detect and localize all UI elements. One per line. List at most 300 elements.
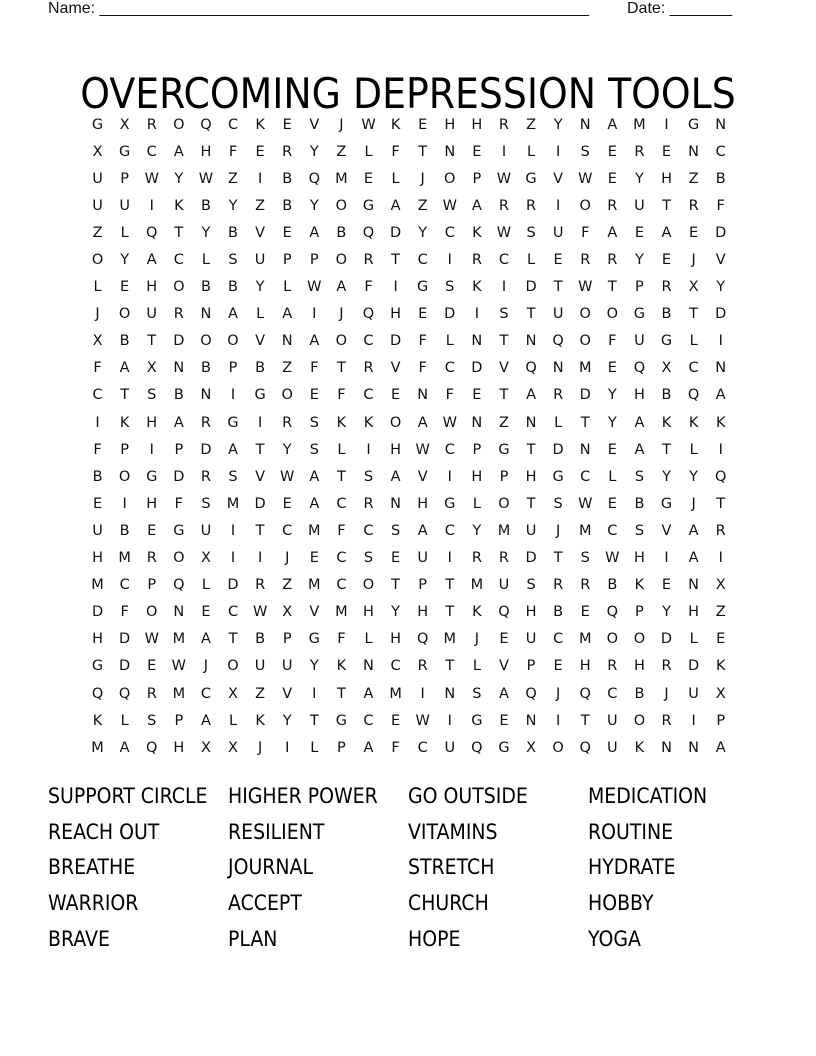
grid-letter: C [173,252,184,269]
grid-letter: Q [525,360,537,377]
word-bank [48,778,768,957]
grid-letter: H [92,631,103,648]
grid-letter: D [579,387,591,404]
grid-letter: Y [174,170,184,187]
grid-letter: N [471,333,483,350]
grid-letter: Z [715,604,726,621]
grid-letter: S [580,143,590,160]
grid-letter: E [634,224,644,241]
grid-letter: Y [255,279,265,296]
grid-letter: D [660,631,673,648]
grid-letter: M [91,739,104,756]
grid-letter: L [120,712,129,729]
grid-letter: I [257,550,263,567]
grid-letter: S [526,224,536,241]
grid-letter: G [362,197,375,214]
grid-letter: M [172,685,186,702]
grid-letter: L [256,306,265,323]
grid-letter: X [92,143,103,160]
grid-letter: A [309,468,320,485]
grid-letter: J [257,739,263,756]
grid-row [84,680,744,707]
grid-letter: P [472,441,482,458]
grid-letter: B [282,197,293,214]
grid-letter: E [390,712,401,729]
grid-row [84,192,744,219]
grid-letter: Y [228,197,238,214]
grid-letter: M [172,631,186,648]
grid-letter: U [92,197,103,214]
grid-letter: U [417,550,428,567]
grid-letter: Z [92,224,103,241]
grid-letter: U [200,522,212,539]
grid-letter: K [92,712,103,729]
grid-letter: G [308,631,320,648]
grid-letter: D [119,631,131,648]
grid-letter: L [527,143,536,160]
word-item: STRETCH [408,855,495,880]
word-row [48,850,768,886]
grid-letter: E [92,495,103,512]
grid-letter: I [447,550,452,567]
grid-letter: H [146,279,158,296]
word-row [48,814,768,850]
grid-letter: G [91,658,104,675]
word-item: HIGHER POWER [228,783,378,808]
grid-letter: H [417,604,429,621]
grid-letter: T [255,441,265,458]
grid-letter: G [417,279,429,296]
grid-letter: N [579,116,591,133]
grid-letter: E [580,604,590,621]
grid-letter: B [228,224,238,241]
grid-letter: O [173,279,185,296]
grid-letter: U [498,577,510,594]
grid-letter: I [664,116,669,133]
grid-letter: K [472,279,482,296]
grid-letter: R [417,658,428,675]
grid-letter: P [174,712,184,729]
grid-letter: X [715,685,726,702]
grid-letter: C [336,577,347,594]
grid-letter: U [525,631,537,648]
grid-letter: B [661,306,672,323]
grid-letter: L [364,631,373,648]
grid-letter: R [498,197,509,214]
grid-letter: W [578,495,593,512]
grid-letter: A [119,360,130,377]
grid-letter: F [120,604,129,621]
grid-row [84,355,744,382]
grid-letter: P [418,577,428,594]
grid-letter: E [472,143,482,160]
grid-letter: T [526,441,536,458]
grid-letter: G [660,333,673,350]
grid-letter: H [173,739,185,756]
grid-letter: A [607,224,618,241]
word-row [48,778,768,814]
grid-letter: W [171,658,186,675]
grid-letter: M [118,550,131,567]
grid-letter: F [310,360,319,377]
grid-letter: A [607,116,618,133]
word-item: BRAVE [48,927,110,952]
grid-letter: F [581,224,590,241]
grid-letter: K [255,116,265,133]
grid-letter: N [444,685,456,702]
grid-letter: I [393,279,398,296]
word-item: REACH OUT [48,819,160,844]
grid-letter: A [200,631,211,648]
grid-letter: X [688,279,699,296]
grid-letter: Y [553,116,563,133]
grid-letter: Y [309,197,319,214]
grid-letter: V [417,468,428,485]
grid-letter: O [444,170,456,187]
grid-letter: C [444,224,455,241]
grid-letter: R [580,252,591,269]
grid-letter: J [691,495,696,512]
grid-letter: O [498,495,510,512]
grid-letter: E [689,224,699,241]
grid-letter: L [364,143,373,160]
grid-letter: A [417,522,428,539]
grid-letter: Z [336,143,347,160]
grid-letter: O [173,116,185,133]
grid-letter: S [634,522,645,539]
grid-letter: G [119,143,131,160]
grid-letter: C [444,522,455,539]
grid-letter: R [580,577,591,594]
grid-letter: R [363,495,374,512]
grid-letter: H [390,631,402,648]
grid-letter: C [417,739,428,756]
grid-letter: V [255,333,266,350]
grid-letter: N [688,739,700,756]
grid-letter: A [688,522,699,539]
grid-letter: Y [662,468,671,485]
grid-letter: R [498,116,509,133]
grid-letter: I [447,712,452,729]
grid-letter: V [498,360,509,377]
grid-letter: K [363,414,374,431]
grid-letter: S [634,468,645,485]
grid-letter: M [226,495,240,512]
grid-letter: M [335,604,348,621]
grid-letter: W [578,170,593,187]
grid-row [84,653,744,680]
grid-letter: I [556,143,561,160]
grid-letter: X [200,739,211,756]
grid-letter: X [228,685,238,702]
grid-letter: T [336,468,346,485]
grid-letter: A [715,387,726,404]
grid-letter: H [390,306,402,323]
grid-letter: I [420,685,425,702]
grid-letter: Q [362,224,375,241]
grid-letter: W [144,170,159,187]
grid-letter: I [312,306,317,323]
grid-letter: I [257,170,263,187]
grid-letter: S [147,387,157,404]
grid-letter: Z [282,360,293,377]
grid-letter: M [470,577,484,594]
grid-letter: N [281,333,293,350]
grid-row [84,707,744,734]
grid-letter: Q [173,577,185,594]
grid-letter: P [716,712,726,729]
grid-letter: A [417,414,428,431]
grid-letter: M [633,116,646,133]
grid-letter: A [498,685,509,702]
grid-letter: V [553,170,564,187]
grid-letter: A [146,252,157,269]
grid-letter: F [418,360,427,377]
grid-letter: T [336,685,346,702]
grid-letter: C [336,550,347,567]
grid-letter: N [715,116,727,133]
grid-letter: R [634,143,645,160]
grid-letter: K [715,414,726,431]
grid-letter: U [444,739,456,756]
grid-letter: J [95,306,100,323]
grid-letter: C [92,387,103,404]
grid-letter: S [390,522,401,539]
grid-letter: E [553,252,563,269]
grid-letter: E [607,441,617,458]
grid-letter: J [691,252,696,269]
grid-letter: G [498,739,510,756]
grid-letter: U [634,333,645,350]
grid-letter: R [255,577,266,594]
grid-letter: R [200,468,211,485]
grid-letter: S [553,495,563,512]
grid-letter: O [633,631,646,648]
grid-letter: F [716,197,725,214]
grid-letter: I [366,441,371,458]
grid-letter: E [120,279,130,296]
grid-letter: T [147,333,157,350]
grid-letter: P [635,279,644,296]
grid-letter: K [634,577,645,594]
grid-letter: Z [228,170,238,187]
grid-letter: A [634,414,645,431]
grid-letter: C [363,387,374,404]
grid-letter: I [718,333,723,350]
word-item: HOBBY [588,891,654,916]
word-row [48,921,768,957]
grid-letter: V [282,685,293,702]
grid-letter: Y [634,252,644,269]
grid-letter: Q [498,604,510,621]
grid-letter: S [526,577,536,594]
grid-letter: S [472,685,482,702]
grid-letter: L [201,577,210,594]
grid-letter: S [445,279,455,296]
grid-letter: Q [146,224,158,241]
grid-letter: E [309,550,319,567]
grid-letter: D [173,333,185,350]
grid-letter: B [715,170,726,187]
grid-letter: L [472,658,481,675]
grid-letter: C [336,495,347,512]
grid-letter: A [390,468,401,485]
grid-letter: H [363,604,374,621]
grid-letter: C [553,631,564,648]
grid-letter: R [661,658,672,675]
grid-letter: T [716,495,726,512]
grid-letter: N [525,712,537,729]
grid-letter: R [661,279,672,296]
grid-letter: N [688,143,700,160]
grid-letter: I [501,143,507,160]
grid-letter: G [525,170,537,187]
grid-letter: V [390,360,401,377]
grid-letter: L [120,224,129,241]
grid-letter: C [227,116,239,133]
grid-letter: T [445,604,455,621]
word-item: GO OUTSIDE [408,783,528,808]
grid-letter: C [363,333,374,350]
grid-letter: R [471,550,482,567]
grid-letter: D [715,306,727,323]
grid-letter: O [227,658,239,675]
grid-letter: W [442,414,457,431]
grid-row [84,490,744,517]
grid-letter: D [525,279,537,296]
grid-letter: E [661,143,672,160]
grid-letter: M [443,631,457,648]
grid-letter: Q [633,360,646,377]
grid-row [84,734,744,761]
grid-letter: G [633,306,646,323]
grid-letter: E [282,495,292,512]
grid-letter: I [230,522,236,539]
grid-letter: R [553,577,564,594]
grid-letter: S [228,252,238,269]
grid-letter: A [688,550,699,567]
grid-letter: G [227,414,239,431]
grid-letter: O [335,333,348,350]
grid-letter: R [146,685,157,702]
grid-letter: P [337,739,346,756]
letter-grid [84,111,744,761]
grid-letter: Z [688,170,699,187]
word-item: SUPPORT CIRCLE [48,783,208,808]
grid-letter: O [606,631,619,648]
grid-letter: Q [362,306,375,323]
grid-letter: U [92,522,103,539]
grid-letter: U [254,252,266,269]
grid-letter: F [418,333,427,350]
grid-letter: T [445,577,455,594]
grid-letter: W [496,224,512,241]
grid-letter: O [579,306,591,323]
grid-letter: T [336,360,346,377]
word-item: ACCEPT [228,891,302,916]
grid-letter: Y [716,279,726,296]
grid-row [84,436,744,463]
grid-letter: Z [498,414,509,431]
grid-letter: O [633,712,646,729]
grid-letter: Q [552,333,564,350]
grid-letter: Q [471,739,483,756]
word-item: CHURCH [408,891,489,916]
grid-letter: R [661,712,672,729]
grid-letter: T [499,333,509,350]
grid-letter: T [526,306,536,323]
grid-letter: D [525,550,537,567]
grid-letter: T [662,441,671,458]
grid-row [84,301,744,328]
grid-letter: F [228,143,238,160]
grid-letter: J [474,631,479,648]
grid-letter: O [579,197,591,214]
grid-letter: E [716,631,726,648]
grid-letter: N [579,441,591,458]
grid-letter: E [661,577,672,594]
grid-letter: V [715,252,726,269]
grid-letter: I [95,414,100,431]
grid-letter: W [496,170,512,187]
grid-letter: Y [607,387,617,404]
grid-letter: E [282,224,292,241]
grid-letter: C [498,252,510,269]
grid-row [84,572,744,599]
grid-row [84,274,744,301]
grid-letter: U [281,658,293,675]
grid-letter: F [364,279,373,296]
grid-letter: V [255,468,266,485]
grid-letter: H [200,143,212,160]
grid-row [84,328,744,355]
grid-letter: L [337,441,346,458]
grid-letter: J [664,685,669,702]
grid-letter: O [173,550,185,567]
grid-letter: Y [472,522,482,539]
grid-letter: B [200,360,211,377]
grid-letter: B [200,197,211,214]
word-item: HOPE [408,927,461,952]
grid-letter: N [525,333,537,350]
name-field-label: Name: _______________________________________________________ [48,0,589,17]
grid-letter: N [390,495,401,512]
grid-letter: C [444,360,455,377]
grid-letter: L [201,252,210,269]
grid-letter: U [552,224,564,241]
grid-letter: J [556,522,561,539]
grid-letter: X [282,604,293,621]
grid-letter: C [146,143,157,160]
grid-letter: R [282,143,293,160]
grid-letter: N [173,604,185,621]
grid-letter: P [635,604,644,621]
grid-letter: U [525,522,537,539]
grid-letter: N [200,387,212,404]
grid-letter: W [144,631,159,648]
grid-letter: I [501,279,507,296]
grid-letter: C [444,441,455,458]
grid-letter: X [146,360,157,377]
grid-letter: T [445,658,455,675]
grid-letter: D [389,333,402,350]
grid-letter: X [119,116,130,133]
grid-letter: H [146,495,158,512]
grid-letter: E [201,604,211,621]
grid-letter: U [146,306,158,323]
grid-letter: A [363,685,374,702]
grid-letter: P [282,631,292,648]
